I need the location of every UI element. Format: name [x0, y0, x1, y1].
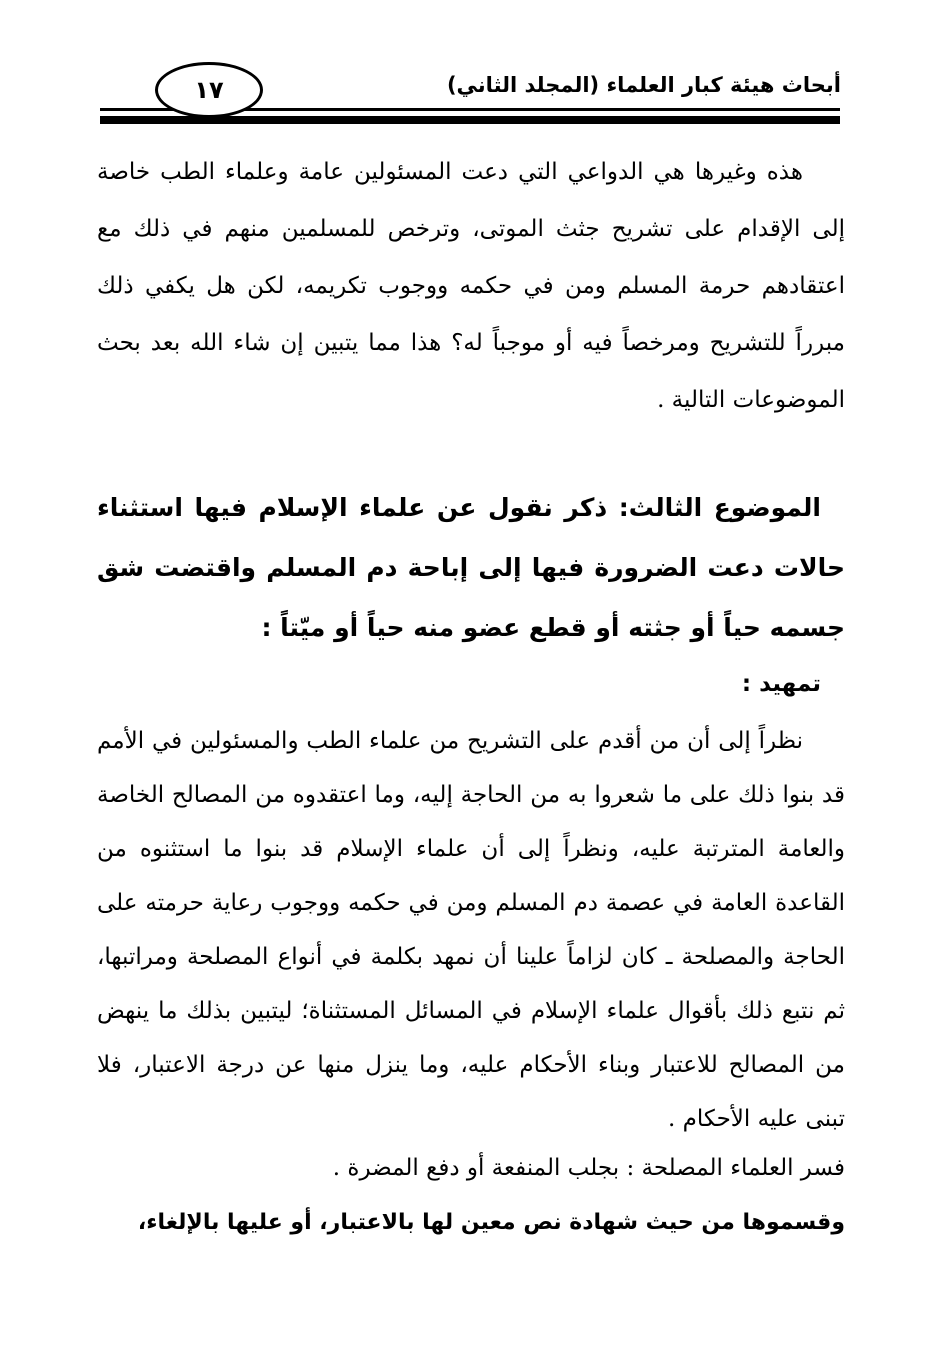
running-title: أبحاث هيئة كبار العلماء (المجلد الثاني) — [446, 73, 841, 97]
intro-paragraph-block — [97, 144, 845, 429]
page-number: ١٧ — [194, 76, 224, 104]
definition-line: فسر العلماء المصلحة : بجلب المنفعة أو دفع المضرة . — [332, 1155, 845, 1181]
intro-paragraph: هذه وغيرها هي الدواعي التي دعت المسئولين عامة وعلماء الطب خاصة إلى الإقدام على تشريح جثث الموتى، وترخص للمسلمين منهم في ذلك مع اعتقادهم حرمة المسلم ومن في حكمه ووجوب تكريمه، لكن هل يكفي ذلك مبرراً للتشريح ومرخصاً فيه أو موجباً له؟ هذا مما يتبين إن شاء الله بعد بحث الموضوعات التالية . — [97, 159, 845, 413]
page-number-oval — [155, 62, 263, 118]
last-line: وقسموها من حيث شهادة نص معين لها بالاعتبار، أو عليها بالإلغاء، — [137, 1210, 845, 1235]
section-heading: الموضوع الثالث: ذكر نقول عن علماء الإسلام فيها استثناء حالات دعت الضرورة فيها إلى إباحة دم المسلم واقتضت شق جسمه حياً أو جثته أو قطع عضو منه حياً أو ميّتاً : — [97, 493, 845, 642]
main-paragraph-block — [97, 714, 845, 1146]
subheading: تمهيد : — [741, 671, 821, 697]
page-header — [0, 0, 941, 140]
main-paragraph: نظراً إلى أن من أقدم على التشريح من علماء الطب والمسئولين في الأمم قد بنوا ذلك على ما شعروا به من الحاجة إليه، وما اعتقدوه من المصالح الخاصة والعامة المترتبة عليه، ونظراً إلى أن علماء الإسلام قد بنوا ما استثنوه من القاعدة العامة في عصمة دم المسلم ومن في حكمه ووجوب رعاية حرمته على الحاجة والمصلحة ـ كان لزاماً علينا أن نمهد بكلمة في أنواع المصلحة ومراتبها، ثم نتبع ذلك بأقوال علماء الإسلام في المسائل المستثناة؛ ليتبين بذلك ما ينهض من المصالح للاعتبار وبناء الأحكام عليه، وما ينزل منها عن درجة الاعتبار، فلا تبنى عليه الأحكام . — [97, 728, 845, 1132]
